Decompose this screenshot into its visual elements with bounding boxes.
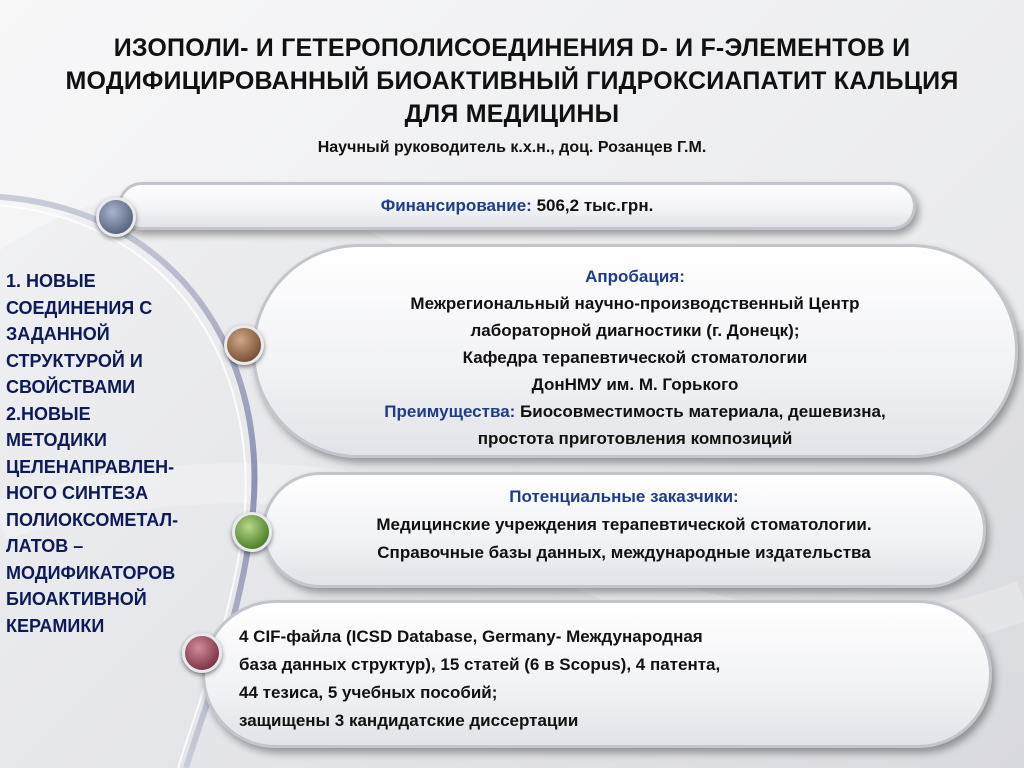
funding-pill — [118, 182, 916, 230]
approbation-marker-icon — [224, 325, 264, 365]
approbation-line: Межрегиональный научно-производственный Центр — [410, 294, 860, 313]
results-line: 44 тезиса, 5 учебных пособий; — [239, 683, 498, 702]
customers-label: Потенциальные заказчики: — [509, 487, 739, 506]
customers-pill — [262, 472, 986, 588]
results-line: защищены 3 кандидатские диссертации — [239, 711, 579, 730]
direction-line: СОЕДИНЕНИЯ С — [6, 297, 153, 318]
approbation-line: Кафедра терапевтической стоматологии — [462, 348, 808, 367]
funding-marker-icon — [96, 197, 136, 237]
direction-line: МЕТОДИКИ — [6, 430, 107, 450]
direction-line: ЗАДАННОЙ — [6, 324, 110, 344]
advantages-label: Преимущества: — [384, 402, 516, 421]
approbation-pill — [252, 244, 1018, 458]
results-marker-icon — [182, 633, 222, 673]
advantages-text: Биосовместимость материала, дешевизна, — [520, 402, 886, 421]
direction-line: КЕРАМИКИ — [6, 615, 105, 636]
direction-line: 2.НОВЫЕ — [6, 403, 91, 424]
advantages-line-2: простота приготовления композиций — [477, 429, 793, 448]
direction-line: 1. НОВЫЕ — [6, 271, 96, 291]
advantages-line — [255, 398, 1015, 425]
direction-line: ЦЕЛЕНАПРАВЛЕН- — [6, 456, 175, 477]
results-pill — [202, 600, 992, 748]
research-directions-list — [6, 268, 236, 639]
supervisor-subtitle: Научный руководитель к.х.н., доц. Розанцев Г.М. — [317, 139, 707, 156]
direction-line: СВОЙСТВАМИ — [6, 377, 136, 397]
approbation-line: лабораторной диагностики (г. Донецк); — [470, 321, 800, 340]
direction-line: МОДИФИКАТОРОВ — [6, 562, 176, 583]
direction-line: ПОЛИОКСОМЕТАЛ- — [6, 509, 179, 530]
direction-line: СТРУКТУРОЙ И — [6, 350, 143, 371]
direction-line: ЛАТОВ – — [6, 536, 84, 556]
direction-line: НОГО СИНТЕЗА — [6, 483, 149, 503]
funding-value: 506,2 тыс.грн. — [536, 196, 654, 215]
customers-line: Медицинские учреждения терапевтической стоматологии. — [376, 515, 872, 534]
customers-line: Справочные базы данных, международные издательства — [377, 543, 871, 562]
approbation-line: ДонНМУ им. М. Горького — [531, 375, 739, 394]
funding-label: Финансирование: — [380, 196, 532, 215]
results-line: база данных структур), 15 статей (6 в Scopus), 4 патента, — [239, 655, 721, 674]
direction-line: БИОАКТИВНОЙ — [6, 589, 147, 609]
customers-marker-icon — [232, 512, 272, 552]
approbation-label: Апробация: — [585, 267, 685, 286]
slide-title: ИЗОПОЛИ- И ГЕТЕРОПОЛИСОЕДИНЕНИЯ D- И F-ЭЛЕМЕНТОВ И МОДИФИЦИРОВАННЫЙ БИОАКТИВНЫЙ ГИДРОКСИАПАТИТ КАЛЬЦИЯ ДЛЯ МЕДИЦИНЫ — [65, 34, 959, 128]
results-line: 4 CIF-файла (ICSD Database, Germany- Международная — [239, 627, 703, 646]
